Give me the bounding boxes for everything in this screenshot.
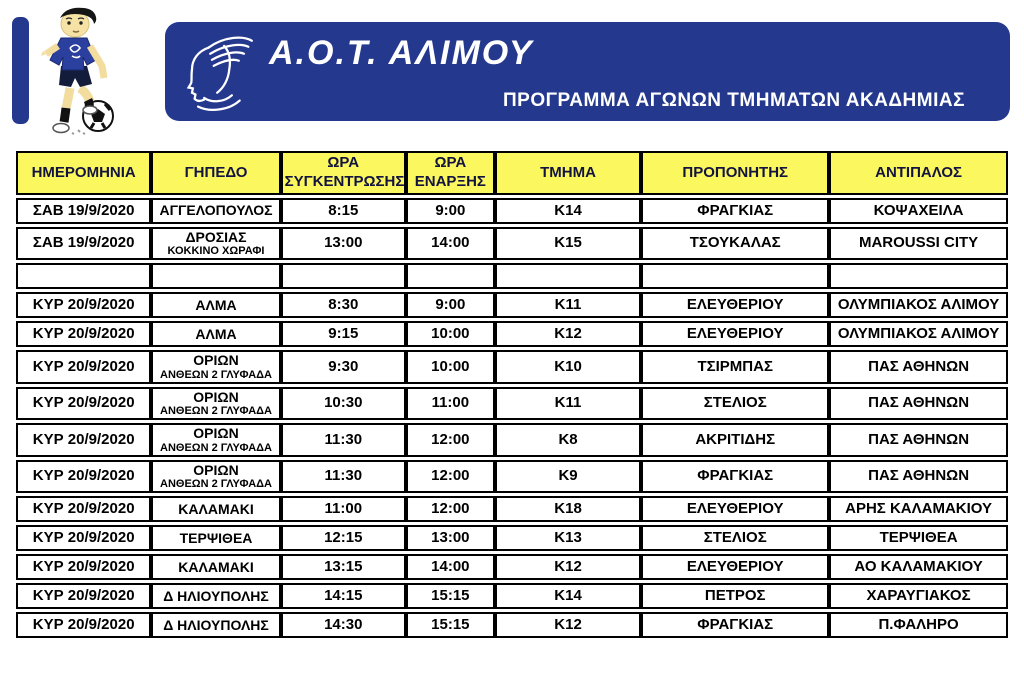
meet-time-cell: 13:00 <box>281 227 406 260</box>
team-cell <box>495 263 641 289</box>
table-row <box>16 496 1008 522</box>
column-header-2: ΓΗΠΕΔΟ <box>151 151 280 195</box>
date-cell: ΚΥΡ 20/9/2020 <box>16 460 151 493</box>
coach-cell: ΤΣΟΥΚΑΛΑΣ <box>641 227 829 260</box>
team-cell: Κ18 <box>495 496 641 522</box>
meet-time-cell: 9:30 <box>281 350 406 383</box>
team-cell: Κ10 <box>495 350 641 383</box>
boy-kicking-ball-icon <box>34 4 126 136</box>
meet-time-cell: 13:15 <box>281 554 406 580</box>
start-time-cell: 12:00 <box>406 496 495 522</box>
opponent-cell: ΟΛΥΜΠΙΑΚΟΣ ΑΛΙΜΟΥ <box>829 321 1008 347</box>
venue-name: ΟΡΙΩΝ <box>193 388 239 405</box>
venue-note: ΑΝΘΕΩΝ 2 ΓΛΥΦΑΔΑ <box>160 405 272 418</box>
column-header-5: ΤΜΗΜΑ <box>495 151 641 195</box>
column-header-3: ΩΡΑ ΣΥΓΚΕΝΤΡΩΣΗΣ <box>281 151 406 195</box>
venue-name: Δ ΗΛΙΟΥΠΟΛΗΣ <box>163 616 269 633</box>
date-cell: ΣΑΒ 19/9/2020 <box>16 198 151 224</box>
date-cell: ΚΥΡ 20/9/2020 <box>16 423 151 456</box>
meet-time-cell: 9:15 <box>281 321 406 347</box>
hermes-logo-icon <box>179 29 257 114</box>
table-row <box>16 387 1008 420</box>
date-cell: ΚΥΡ 20/9/2020 <box>16 525 151 551</box>
meet-time-cell: 11:30 <box>281 460 406 493</box>
start-time-cell: 15:15 <box>406 583 495 609</box>
date-cell: ΚΥΡ 20/9/2020 <box>16 292 151 318</box>
team-cell: Κ11 <box>495 387 641 420</box>
table-row <box>16 460 1008 493</box>
coach-cell: ΕΛΕΥΘΕΡΙΟΥ <box>641 292 829 318</box>
coach-cell: ΠΕΤΡΟΣ <box>641 583 829 609</box>
venue-cell <box>151 198 280 224</box>
date-cell: ΚΥΡ 20/9/2020 <box>16 612 151 638</box>
team-cell: Κ12 <box>495 321 641 347</box>
coach-cell: ΕΛΕΥΘΕΡΙΟΥ <box>641 554 829 580</box>
column-header-4: ΩΡΑ ΕΝΑΡΞΗΣ <box>406 151 495 195</box>
venue-cell <box>151 525 280 551</box>
banner-subtitle: ΠΡΟΓΡΑΜΜΑ ΑΓΩΝΩΝ ΤΜΗΜΑΤΩΝ ΑΚΑΔΗΜΙΑΣ <box>502 90 965 111</box>
meet-time-cell: 11:00 <box>281 496 406 522</box>
date-cell: ΚΥΡ 20/9/2020 <box>16 583 151 609</box>
opponent-cell: ΚΟΨΑΧΕΙΛΑ <box>829 198 1008 224</box>
column-header-6: ΠΡΟΠΟΝΗΤΗΣ <box>641 151 829 195</box>
venue-name: ΤΕΡΨΙΘΕΑ <box>179 529 253 546</box>
venue-cell <box>151 263 280 289</box>
team-cell: Κ14 <box>495 583 641 609</box>
coach-cell: ΦΡΑΓΚΙΑΣ <box>641 612 829 638</box>
opponent-cell: ΠΑΣ ΑΘΗΝΩΝ <box>829 460 1008 493</box>
date-cell: ΣΑΒ 19/9/2020 <box>16 227 151 260</box>
venue-cell <box>151 423 280 456</box>
date-cell: ΚΥΡ 20/9/2020 <box>16 321 151 347</box>
start-time-cell: 11:00 <box>406 387 495 420</box>
coach-cell: ΦΡΑΓΚΙΑΣ <box>641 198 829 224</box>
header-row <box>16 151 1008 195</box>
venue-name: ΟΡΙΩΝ <box>193 461 239 478</box>
team-cell: Κ14 <box>495 198 641 224</box>
opponent-cell: ΠΑΣ ΑΘΗΝΩΝ <box>829 350 1008 383</box>
schedule-table-container <box>16 148 1008 641</box>
start-time-cell: 12:00 <box>406 460 495 493</box>
venue-note: ΑΝΘΕΩΝ 2 ΓΛΥΦΑΔΑ <box>160 478 272 491</box>
venue-name: ΚΑΛΑΜΑΚΙ <box>178 558 254 575</box>
start-time-cell: 14:00 <box>406 227 495 260</box>
venue-cell <box>151 496 280 522</box>
table-row <box>16 321 1008 347</box>
venue-cell <box>151 321 280 347</box>
coach-cell: ΕΛΕΥΘΕΡΙΟΥ <box>641 321 829 347</box>
date-cell: ΚΥΡ 20/9/2020 <box>16 554 151 580</box>
table-row <box>16 227 1008 260</box>
opponent-cell: ΤΕΡΨΙΘΕΑ <box>829 525 1008 551</box>
table-row <box>16 554 1008 580</box>
team-cell: Κ15 <box>495 227 641 260</box>
venue-cell <box>151 350 280 383</box>
coach-cell <box>641 263 829 289</box>
opponent-cell: ΧΑΡΑΥΓΙΑΚΟΣ <box>829 583 1008 609</box>
venue-name: ΟΡΙΩΝ <box>193 425 239 442</box>
opponent-cell: ΠΑΣ ΑΘΗΝΩΝ <box>829 423 1008 456</box>
venue-note: ΑΝΘΕΩΝ 2 ΓΛΥΦΑΔΑ <box>160 368 272 381</box>
opponent-cell: ΑΟ ΚΑΛΑΜΑΚΙΟΥ <box>829 554 1008 580</box>
venue-name: ΑΛΜΑ <box>195 296 237 313</box>
venue-name: ΑΛΜΑ <box>195 325 237 342</box>
venue-name: ΟΡΙΩΝ <box>193 352 239 369</box>
start-time-cell: 12:00 <box>406 423 495 456</box>
table-row <box>16 423 1008 456</box>
table-row <box>16 292 1008 318</box>
coach-cell: ΕΛΕΥΘΕΡΙΟΥ <box>641 496 829 522</box>
opponent-cell: Π.ΦΑΛΗΡΟ <box>829 612 1008 638</box>
venue-name: ΑΓΓΕΛΟΠΟΥΛΟΣ <box>159 202 273 219</box>
team-cell: Κ8 <box>495 423 641 456</box>
team-cell: Κ9 <box>495 460 641 493</box>
venue-cell <box>151 292 280 318</box>
opponent-cell: ΑΡΗΣ ΚΑΛΑΜΑΚΙΟΥ <box>829 496 1008 522</box>
meet-time-cell <box>281 263 406 289</box>
venue-name: ΔΡΟΣΙΑΣ <box>185 229 247 245</box>
start-time-cell: 13:00 <box>406 525 495 551</box>
coach-cell: ΣΤΕΛΙΟΣ <box>641 525 829 551</box>
start-time-cell: 10:00 <box>406 321 495 347</box>
column-header-1: ΗΜΕΡΟΜΗΝΙΑ <box>16 151 151 195</box>
start-time-cell: 14:00 <box>406 554 495 580</box>
venue-note: ΑΝΘΕΩΝ 2 ΓΛΥΦΑΔΑ <box>160 441 272 454</box>
date-cell: ΚΥΡ 20/9/2020 <box>16 496 151 522</box>
start-time-cell: 9:00 <box>406 292 495 318</box>
start-time-cell: 15:15 <box>406 612 495 638</box>
meet-time-cell: 8:30 <box>281 292 406 318</box>
team-cell: Κ12 <box>495 554 641 580</box>
venue-cell <box>151 583 280 609</box>
meet-time-cell: 8:15 <box>281 198 406 224</box>
schedule-table <box>16 148 1008 641</box>
start-time-cell: 9:00 <box>406 198 495 224</box>
venue-cell <box>151 554 280 580</box>
venue-note: ΚΟΚΚΙΝΟ ΧΩΡΑΦΙ <box>167 245 265 258</box>
club-banner <box>165 22 1010 121</box>
table-row <box>16 263 1008 289</box>
venue-cell <box>151 227 280 260</box>
left-accent-bar <box>12 17 29 124</box>
start-time-cell: 10:00 <box>406 350 495 383</box>
opponent-cell <box>829 263 1008 289</box>
club-name-title: Α.Ο.Τ. ΑΛΙΜΟΥ <box>269 34 534 72</box>
coach-cell: ΤΣΙΡΜΠΑΣ <box>641 350 829 383</box>
venue-cell <box>151 460 280 493</box>
date-cell <box>16 263 151 289</box>
table-row <box>16 198 1008 224</box>
table-row <box>16 350 1008 383</box>
table-row <box>16 583 1008 609</box>
coach-cell: ΣΤΕΛΙΟΣ <box>641 387 829 420</box>
meet-time-cell: 14:15 <box>281 583 406 609</box>
opponent-cell: ΟΛΥΜΠΙΑΚΟΣ ΑΛΙΜΟΥ <box>829 292 1008 318</box>
team-cell: Κ12 <box>495 612 641 638</box>
meet-time-cell: 14:30 <box>281 612 406 638</box>
team-cell: Κ13 <box>495 525 641 551</box>
meet-time-cell: 10:30 <box>281 387 406 420</box>
coach-cell: ΦΡΑΓΚΙΑΣ <box>641 460 829 493</box>
coach-cell: ΑΚΡΙΤΙΔΗΣ <box>641 423 829 456</box>
meet-time-cell: 11:30 <box>281 423 406 456</box>
date-cell: ΚΥΡ 20/9/2020 <box>16 387 151 420</box>
team-cell: Κ11 <box>495 292 641 318</box>
start-time-cell <box>406 263 495 289</box>
venue-cell <box>151 387 280 420</box>
meet-time-cell: 12:15 <box>281 525 406 551</box>
opponent-cell: ΠΑΣ ΑΘΗΝΩΝ <box>829 387 1008 420</box>
venue-name: Δ ΗΛΙΟΥΠΟΛΗΣ <box>163 587 269 604</box>
column-header-7: ΑΝΤΙΠΑΛΟΣ <box>829 151 1008 195</box>
opponent-cell: MAROUSSI CITY <box>829 227 1008 260</box>
soccer-kid-illustration <box>34 4 126 136</box>
venue-cell <box>151 612 280 638</box>
table-row <box>16 525 1008 551</box>
venue-name: ΚΑΛΑΜΑΚΙ <box>178 500 254 517</box>
date-cell: ΚΥΡ 20/9/2020 <box>16 350 151 383</box>
table-row <box>16 612 1008 638</box>
